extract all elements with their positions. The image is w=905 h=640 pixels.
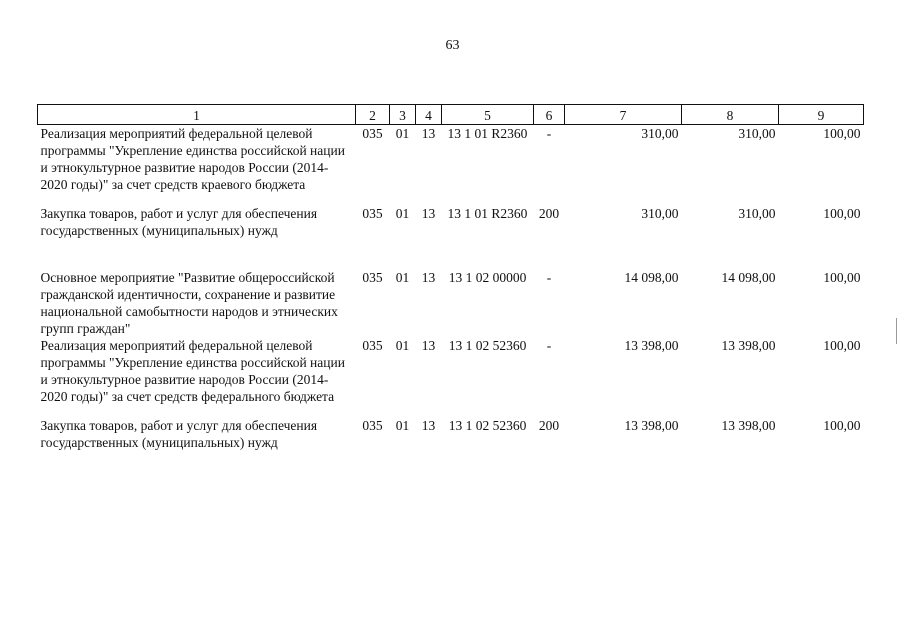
row-grbs: 035 [362,206,383,221]
row-grbs: 035 [362,418,383,433]
row-target-article: 13 1 02 52360 [448,418,527,433]
row-subsection: 13 [421,338,436,353]
row-expense-type: - [546,126,552,141]
row-plan: 13 398,00 [624,338,679,353]
header-col-3: 3 [390,105,416,125]
row-name: Реализация мероприятий федеральной целевой программы "Укрепление единства российской нации и этнокультурное развитие народов России (2014-2020 годы)" за счет средств федерального бюджета [40,338,345,404]
row-fact: 310,00 [738,206,776,221]
row-fact: 310,00 [738,126,776,141]
table-row [38,337,864,405]
row-target-article: 13 1 02 52360 [448,338,527,353]
row-percent: 100,00 [823,206,861,221]
row-grbs: 035 [362,270,383,285]
row-plan: 13 398,00 [624,418,679,433]
row-percent: 100,00 [823,338,861,353]
row-fact: 14 098,00 [721,270,776,285]
row-target-article: 13 1 01 R2360 [447,206,528,221]
row-grbs: 035 [362,126,383,141]
row-name: Реализация мероприятий федеральной целевой программы "Укрепление единства российской нации и этнокультурное развитие народов России (2014-2020 годы)" за счет средств краевого бюджета [40,126,345,192]
header-row [38,105,864,125]
header-col-8: 8 [682,105,779,125]
row-percent: 100,00 [823,418,861,433]
header-col-6: 6 [534,105,565,125]
row-fact: 13 398,00 [721,418,776,433]
header-col-9: 9 [779,105,864,125]
table-row [38,417,864,451]
row-target-article: 13 1 02 00000 [448,270,527,285]
row-section: 01 [395,338,410,353]
budget-table [37,104,864,451]
table-row [38,205,864,239]
scan-mark [896,318,897,344]
row-name: Закупка товаров, работ и услуг для обеспечения государственных (муниципальных) нужд [40,418,318,450]
page-number: 63 [445,38,460,53]
row-percent: 100,00 [823,126,861,141]
row-expense-type: 200 [538,206,560,221]
header-col-5: 5 [442,105,534,125]
header-col-4: 4 [416,105,442,125]
row-name: Закупка товаров, работ и услуг для обеспечения государственных (муниципальных) нужд [40,206,318,238]
row-target-article: 13 1 01 R2360 [447,126,528,141]
row-subsection: 13 [421,206,436,221]
row-section: 01 [395,206,410,221]
row-subsection: 13 [421,270,436,285]
row-expense-type: 200 [538,418,560,433]
row-subsection: 13 [421,418,436,433]
row-section: 01 [395,418,410,433]
row-plan: 14 098,00 [624,270,679,285]
row-plan: 310,00 [641,206,679,221]
table-row [38,269,864,337]
row-expense-type: - [546,270,552,285]
row-name: Основное мероприятие "Развитие общероссийской гражданской идентичности, сохранение и развитие национальной самобытности народов и этнических групп граждан" [40,270,338,336]
row-section: 01 [395,126,410,141]
row-section: 01 [395,270,410,285]
row-plan: 310,00 [641,126,679,141]
row-fact: 13 398,00 [721,338,776,353]
header-col-7: 7 [565,105,682,125]
row-expense-type: - [546,338,552,353]
header-col-1: 1 [38,105,356,125]
table-row [38,125,864,194]
row-subsection: 13 [421,126,436,141]
header-col-2: 2 [356,105,390,125]
row-percent: 100,00 [823,270,861,285]
row-grbs: 035 [362,338,383,353]
